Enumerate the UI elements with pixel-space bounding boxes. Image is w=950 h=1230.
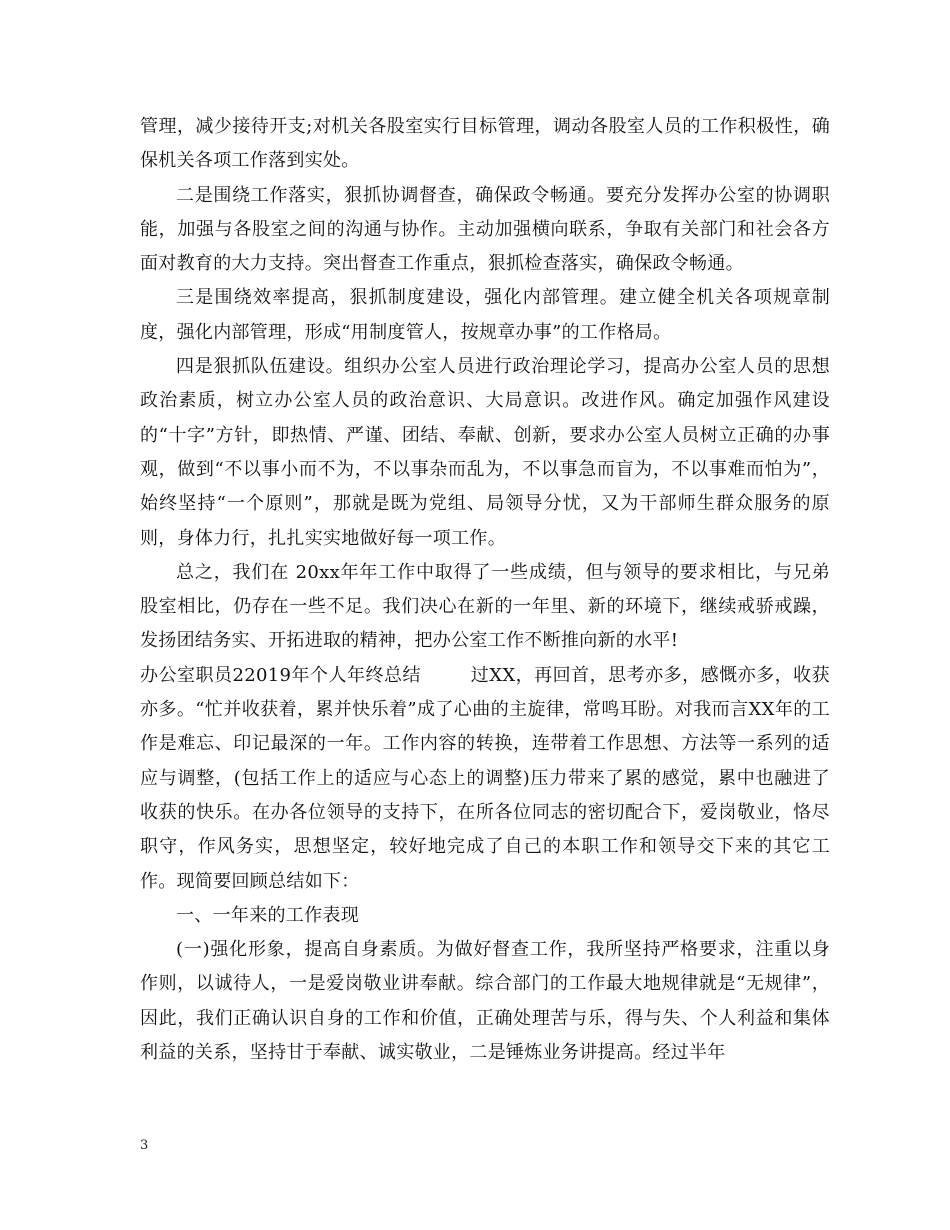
section-start: [140, 659, 830, 899]
section-title: 办公室职员22019年个人年终总结: [140, 664, 421, 686]
document-body: [140, 110, 830, 1070]
section-intro: 过XX，再回首，思考亦多，感慨亦多，收获亦多。“忙并收获着，累并快乐着”成了心曲的主旋律，常鸣耳盼。对我而言XX年的工作是难忘、印记最深的一年。工作内容的转换，连带着工作思想、方法等一系列的适应与调整，(包括工作上的适应与心态上的调整)压力带来了累的感觉，累中也融进了收获的快乐。在办各位领导的支持下，在所各位同志的密切配合下，爱岗敬业，恪尽职守，作风务实，思想坚定，较好地完成了自己的本职工作和领导交下来的其它工作。现简要回顾总结如下：: [140, 664, 830, 892]
subheading: 一、一年来的工作表现: [176, 904, 359, 926]
paragraph-coordination: 二是围绕工作落实，狠抓协调督查，确保政令畅通。要充分发挥办公室的协调职能，加强与各股室之间的沟通与协作。主动加强横向联系，争取有关部门和社会各方面对教育的大力支持。突出督查工作重点，狠抓检查落实，确保政令畅通。: [140, 184, 830, 275]
paragraph-team-building: 四是狠抓队伍建设。组织办公室人员进行政治理论学习，提高办公室人员的思想政治素质，树立办公室人员的政治意识、大局意识。改进作风。确定加强作风建设的“十字”方针，即热情、严谨、团结、奉献、创新，要求办公室人员树立正确的办事观，做到“不以事小而不为，不以事杂而乱为，不以事急而盲为，不以事难而怕为”，始终坚持“一个原则”，那就是既为党组、局领导分忧，又为干部师生群众服务的原则，身体力行，扎扎实实地做好每一项工作。: [140, 356, 830, 549]
paragraph-conclusion: 总之，我们在 20xx年年工作中取得了一些成绩，但与领导的要求相比，与兄弟股室相比，仍存在一些不足。我们决心在新的一年里、新的环境下，继续戒骄戒躁，发扬团结务实、开拓进取的精神，把办公室工作不断推向新的水平!: [140, 561, 830, 652]
page-number: 3: [140, 1138, 149, 1153]
paragraph-self-quality: (一)强化形象，提高自身素质。为做好督查工作，我所坚持严格要求，注重以身作则，以诚待人，一是爱岗敬业讲奉献。综合部门的工作最大地规律就是“无规律”，因此，我们正确认识自身的工作和价值，正确处理苦与乐，得与失、个人利益和集体利益的关系，坚持甘于奉献、诚实敬业，二是锤炼业务讲提高。经过半年: [140, 939, 830, 1064]
paragraph-continued: 管理，减少接待开支;对机关各股室实行目标管理，调动各股室人员的工作积极性，确保机关各项工作落到实处。: [140, 116, 830, 172]
paragraph-system-building: 三是围绕效率提高，狠抓制度建设，强化内部管理。建立健全机关各项规章制度，强化内部管理，形成“用制度管人，按规章办事”的工作格局。: [140, 287, 830, 343]
